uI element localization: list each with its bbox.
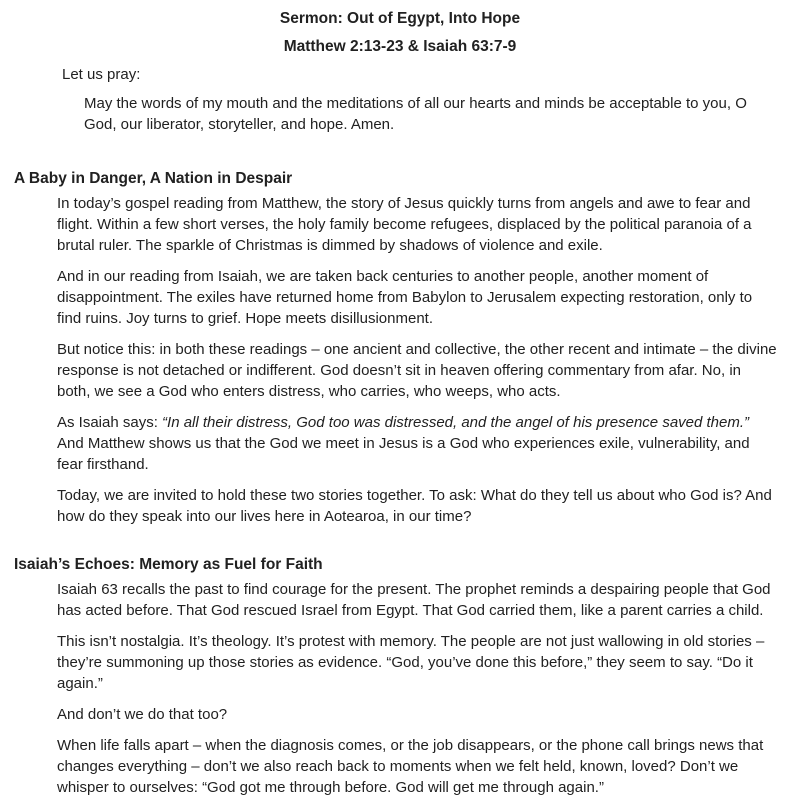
paragraph: This isn’t nostalgia. It’s theology. It’s protest with memory. The people are not just wallowing in old stories – they’re summoning up those stories as evidence. “God, you’ve done this before,” they seem to say. “Do it again.” [57,633,765,692]
paragraph: But notice this: in both these readings – one ancient and collective, the other recent and intimate – the divine response is not detached or indifferent. God doesn’t sit in heaven offering commentary from afar. No, in both, we see a God who enters distress, who carries, who weeps, who acts. [57,341,777,400]
prayer-call: Let us pray: [62,66,141,83]
isaiah-quote: “In all their distress, God too was distressed, and the angel of his presence saved them.” [162,414,750,431]
paragraph: When life falls apart – when the diagnosis comes, or the job disappears, or the phone call brings news that changes everything – don’t we also reach back to moments when we felt held, known, loved? Don’t we whisper to ourselves: “God got me through before. God will get me through again.” [57,737,764,796]
sermon-scripture-reference: Matthew 2:13-23 & Isaiah 63:7-9 [283,38,517,55]
paragraph: Isaiah 63 recalls the past to find courage for the present. The prophet reminds a despairing people that God has acted before. That God rescued Israel from Egypt. That God carried them, like a parent carries a child. [57,581,771,619]
quote-follow-on: And Matthew shows us that the God we meet in Jesus is a God who experiences exile, vulnerability, and fear firsthand. [57,435,750,473]
section-heading-isaiahs-echoes: Isaiah’s Echoes: Memory as Fuel for Faith [14,556,323,573]
section-heading-baby-in-danger: A Baby in Danger, A Nation in Despair [14,170,293,187]
paragraph-with-scripture-quote [57,412,778,475]
paragraph: And in our reading from Isaiah, we are taken back centuries to another people, another moment of disappointment. The exiles have returned home from Babylon to Jerusalem expecting restoration, only to find ruins. Joy turns to grief. Hope meets disillusionment. [57,268,753,327]
paragraph: And don’t we do that too? [57,706,228,723]
sermon-title: Sermon: Out of Egypt, Into Hope [279,10,521,27]
quote-lead-in: As Isaiah says: [57,414,163,431]
paragraph: Today, we are invited to hold these two stories together. To ask: What do they tell us about who God is? And how do they speak into our lives here in Aotearoa, in our time? [57,487,772,525]
paragraph: In today’s gospel reading from Matthew, the story of Jesus quickly turns from angels and awe to fear and flight. Within a few short verses, the holy family become refugees, displaced by the political paranoia of a brutal ruler. The sparkle of Christmas is dimmed by shadows of violence and exile. [57,195,752,254]
prayer-text: May the words of my mouth and the meditations of all our hearts and minds be acceptable to you, O God, our liberator, storyteller, and hope. Amen. [84,95,747,133]
